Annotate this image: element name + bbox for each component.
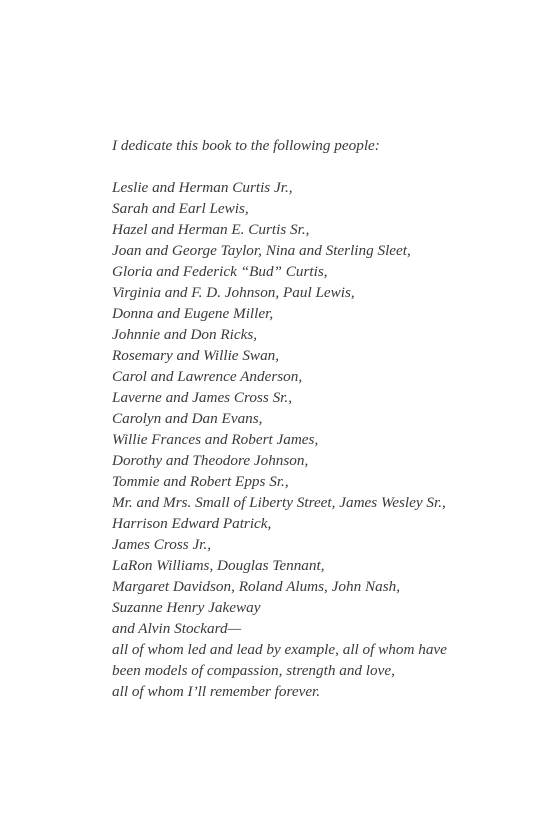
dedication-intro: I dedicate this book to the following people:: [112, 137, 380, 154]
dedication-line: Johnnie and Don Ricks,: [112, 326, 258, 343]
dedication-line: Carol and Lawrence Anderson,: [112, 368, 303, 385]
dedication-line: Donna and Eugene Miller,: [112, 305, 274, 322]
dedication-text: [112, 135, 532, 702]
dedication-line: Virginia and F. D. Johnson, Paul Lewis,: [112, 284, 355, 301]
dedication-line: James Cross Jr.,: [112, 536, 211, 553]
dedication-line: LaRon Williams, Douglas Tennant,: [112, 557, 325, 574]
dedication-line: been models of compassion, strength and love,: [112, 662, 395, 679]
dedication-line: all of whom led and lead by example, all of whom have: [112, 641, 447, 658]
dedication-line: and Alvin Stockard—: [112, 620, 242, 637]
dedication-line: Carolyn and Dan Evans,: [112, 410, 263, 427]
dedication-line: Hazel and Herman E. Curtis Sr.,: [112, 221, 310, 238]
dedication-line: all of whom I’ll remember forever.: [112, 683, 321, 700]
dedication-line: Margaret Davidson, Roland Alums, John Nash,: [112, 578, 400, 595]
dedication-line: Leslie and Herman Curtis Jr.,: [112, 179, 293, 196]
dedication-line: Suzanne Henry Jakeway: [112, 599, 261, 616]
dedication-line: Harrison Edward Patrick,: [112, 515, 272, 532]
dedication-line: Willie Frances and Robert James,: [112, 431, 319, 448]
dedication-line: Sarah and Earl Lewis,: [112, 200, 249, 217]
dedication-line: Rosemary and Willie Swan,: [112, 347, 280, 364]
dedication-line: Tommie and Robert Epps Sr.,: [112, 473, 289, 490]
dedication-line: Dorothy and Theodore Johnson,: [112, 452, 309, 469]
dedication-line: Gloria and Federick “Bud” Curtis,: [112, 263, 328, 280]
dedication-line: Joan and George Taylor, Nina and Sterling Sleet,: [112, 242, 411, 259]
dedication-line: Mr. and Mrs. Small of Liberty Street, James Wesley Sr.,: [112, 494, 446, 511]
dedication-line: Laverne and James Cross Sr.,: [112, 389, 292, 406]
